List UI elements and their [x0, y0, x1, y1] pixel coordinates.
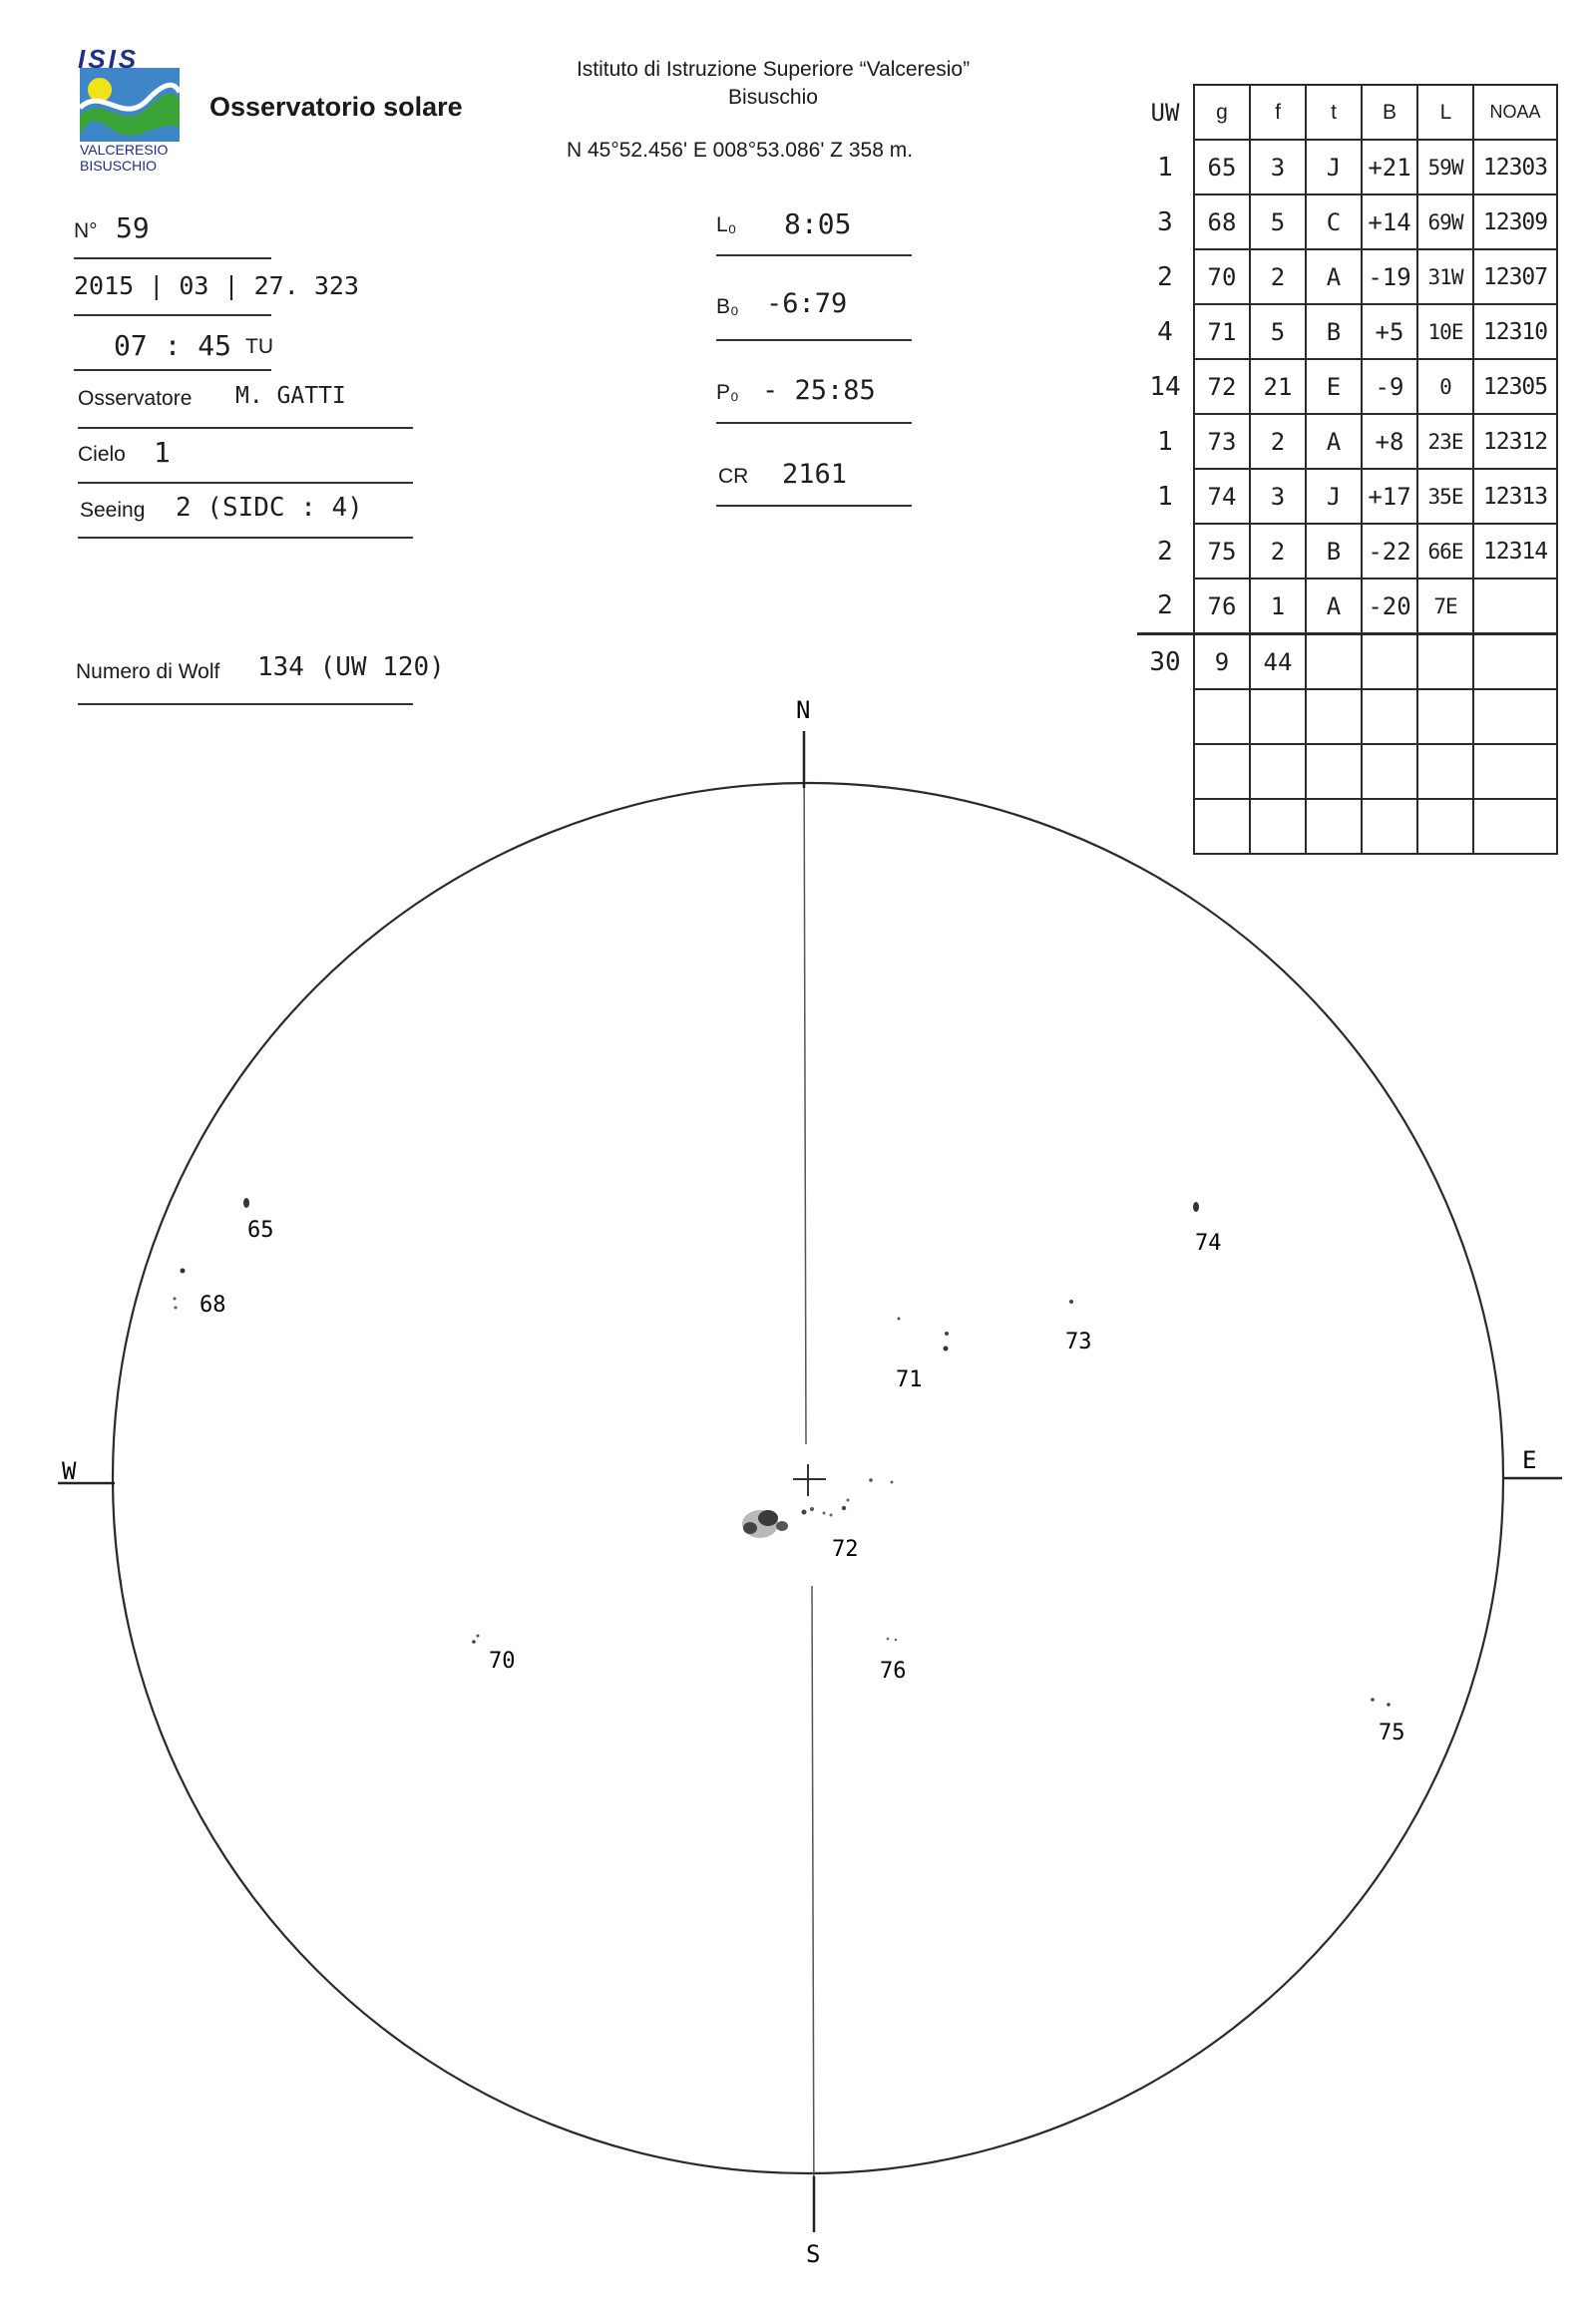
cell-f: 5	[1250, 304, 1306, 359]
observer-label: Osservatore	[78, 387, 193, 410]
header-g: g	[1194, 85, 1250, 140]
sunspot-group-68	[174, 1269, 226, 1319]
site-coordinates: N 45°52.456' E 008°53.086' Z 358 m.	[567, 139, 914, 162]
p0-label: P₀	[716, 381, 739, 404]
total-g: 9	[1194, 634, 1250, 690]
cell-f: 2	[1250, 249, 1306, 304]
cell-g: 76	[1194, 579, 1250, 634]
time-unit: TU	[245, 335, 273, 358]
group-label-74: 74	[1195, 1231, 1222, 1256]
cell-noaa: 12313	[1473, 469, 1557, 524]
number-label: N°	[74, 219, 98, 242]
west-label: W	[62, 1457, 77, 1485]
header-uw: UW	[1150, 98, 1180, 127]
north-label: N	[796, 696, 811, 724]
institute-line1: Istituto di Istruzione Superiore “Valceresio”	[576, 58, 971, 81]
cell-f: 5	[1250, 194, 1306, 249]
group-label-76: 76	[880, 1659, 907, 1684]
cell-uw: 2	[1157, 590, 1173, 620]
south-axis-line	[812, 1586, 814, 2214]
cell-t: C	[1306, 194, 1362, 249]
group-label-71: 71	[896, 1367, 923, 1392]
sky-value: 1	[154, 436, 171, 469]
wolf-number-label: Numero di Wolf	[76, 660, 220, 683]
cell-uw: 1	[1157, 481, 1173, 512]
p0-value: - 25:85	[762, 375, 876, 406]
cell-l: 35E	[1417, 469, 1473, 524]
sunspot-group-70	[472, 1635, 515, 1675]
logo-text: ISIS	[78, 44, 140, 74]
cell-g: 75	[1194, 524, 1250, 579]
cell-t: E	[1306, 359, 1362, 414]
cell-l: 10E	[1417, 304, 1473, 359]
cell-noaa: 12312	[1473, 414, 1557, 469]
cell-t: A	[1306, 249, 1362, 304]
header-b: B	[1362, 85, 1417, 140]
header-f: f	[1250, 85, 1306, 140]
cell-noaa: 12307	[1473, 249, 1557, 304]
cell-l: 23E	[1417, 414, 1473, 469]
cell-b: -9	[1362, 359, 1417, 414]
cell-f: 2	[1250, 414, 1306, 469]
cell-g: 65	[1194, 140, 1250, 194]
institute-line2: Bisuschio	[728, 86, 818, 109]
b0-value: -6:79	[766, 288, 848, 319]
group-label-70: 70	[489, 1649, 516, 1674]
cell-b: +14	[1362, 194, 1417, 249]
observatory-title: Osservatorio solare	[209, 92, 463, 122]
logo-subtitle-line2: BISUSCHIO	[80, 158, 158, 174]
total-f: 44	[1250, 634, 1306, 690]
seeing-value: 2 (SIDC : 4)	[176, 493, 363, 523]
sunspot-group-65	[243, 1198, 274, 1243]
logo-subtitle-line1: VALCERESIO	[80, 142, 169, 158]
cell-f: 3	[1250, 140, 1306, 194]
cell-noaa: 12305	[1473, 359, 1557, 414]
group-label-73: 73	[1065, 1330, 1092, 1354]
cell-f: 21	[1250, 359, 1306, 414]
cell-uw: 1	[1157, 426, 1173, 457]
cell-b: -20	[1362, 579, 1417, 634]
cr-value: 2161	[782, 459, 848, 490]
sunspot-group-72	[742, 1478, 894, 1562]
l0-label: L₀	[716, 213, 737, 236]
cell-t: A	[1306, 579, 1362, 634]
sunspot-group-76	[880, 1638, 907, 1684]
l0-value: 8:05	[784, 207, 852, 240]
group-label-68: 68	[200, 1293, 226, 1318]
cell-l: 69W	[1417, 194, 1473, 249]
cell-t: J	[1306, 469, 1362, 524]
sky-label: Cielo	[78, 443, 126, 466]
cell-b: -19	[1362, 249, 1417, 304]
cell-l: 59W	[1417, 140, 1473, 194]
number-value: 59	[116, 211, 150, 244]
header-l: L	[1417, 85, 1473, 140]
cell-uw: 4	[1157, 316, 1173, 347]
observer-value: M. GATTI	[235, 383, 346, 409]
cell-b: +17	[1362, 469, 1417, 524]
cr-label: CR	[718, 465, 749, 488]
group-label-75: 75	[1379, 1721, 1405, 1745]
cell-l: 66E	[1417, 524, 1473, 579]
cell-uw: 3	[1157, 206, 1173, 237]
east-label: E	[1522, 1446, 1537, 1474]
cell-g: 73	[1194, 414, 1250, 469]
cell-t: B	[1306, 524, 1362, 579]
north-axis-line	[804, 731, 806, 1444]
b0-label: B₀	[716, 295, 739, 318]
cell-b: -22	[1362, 524, 1417, 579]
seeing-label: Seeing	[80, 499, 146, 522]
cell-f: 3	[1250, 469, 1306, 524]
sunspot-group-75	[1371, 1698, 1404, 1745]
sunspot-group-73	[1065, 1300, 1092, 1354]
cell-l: 0	[1417, 359, 1473, 414]
cell-g: 68	[1194, 194, 1250, 249]
cell-uw: 2	[1157, 536, 1173, 567]
cell-g: 72	[1194, 359, 1250, 414]
cell-g: 71	[1194, 304, 1250, 359]
cell-b: +5	[1362, 304, 1417, 359]
sunspot-group-74	[1193, 1202, 1222, 1256]
cell-f: 1	[1250, 579, 1306, 634]
cell-l: 7E	[1417, 579, 1473, 634]
cell-b: +8	[1362, 414, 1417, 469]
cell-uw: 14	[1149, 371, 1181, 402]
cell-l: 31W	[1417, 249, 1473, 304]
cell-g: 70	[1194, 249, 1250, 304]
header-noaa: NOAA	[1473, 85, 1557, 140]
group-label-72: 72	[832, 1537, 859, 1562]
cell-noaa: 12309	[1473, 194, 1557, 249]
date-value: 2015 | 03 | 27. 323	[74, 271, 359, 300]
total-uw: 30	[1137, 634, 1194, 690]
cell-f: 2	[1250, 524, 1306, 579]
cell-g: 74	[1194, 469, 1250, 524]
sunspot-group-71	[896, 1318, 949, 1393]
cell-t: A	[1306, 414, 1362, 469]
cell-uw: 1	[1157, 152, 1173, 183]
header-t: t	[1306, 85, 1362, 140]
cell-noaa: 12303	[1473, 140, 1557, 194]
cell-t: B	[1306, 304, 1362, 359]
cell-noaa: 12310	[1473, 304, 1557, 359]
time-value: 07 : 45	[114, 329, 232, 362]
group-label-65: 65	[247, 1218, 274, 1243]
wolf-number-value: 134 (UW 120)	[257, 652, 445, 682]
cell-b: +21	[1362, 140, 1417, 194]
south-label: S	[806, 2240, 821, 2268]
cell-t: J	[1306, 140, 1362, 194]
cell-noaa: 12314	[1473, 524, 1557, 579]
cell-uw: 2	[1157, 261, 1173, 292]
